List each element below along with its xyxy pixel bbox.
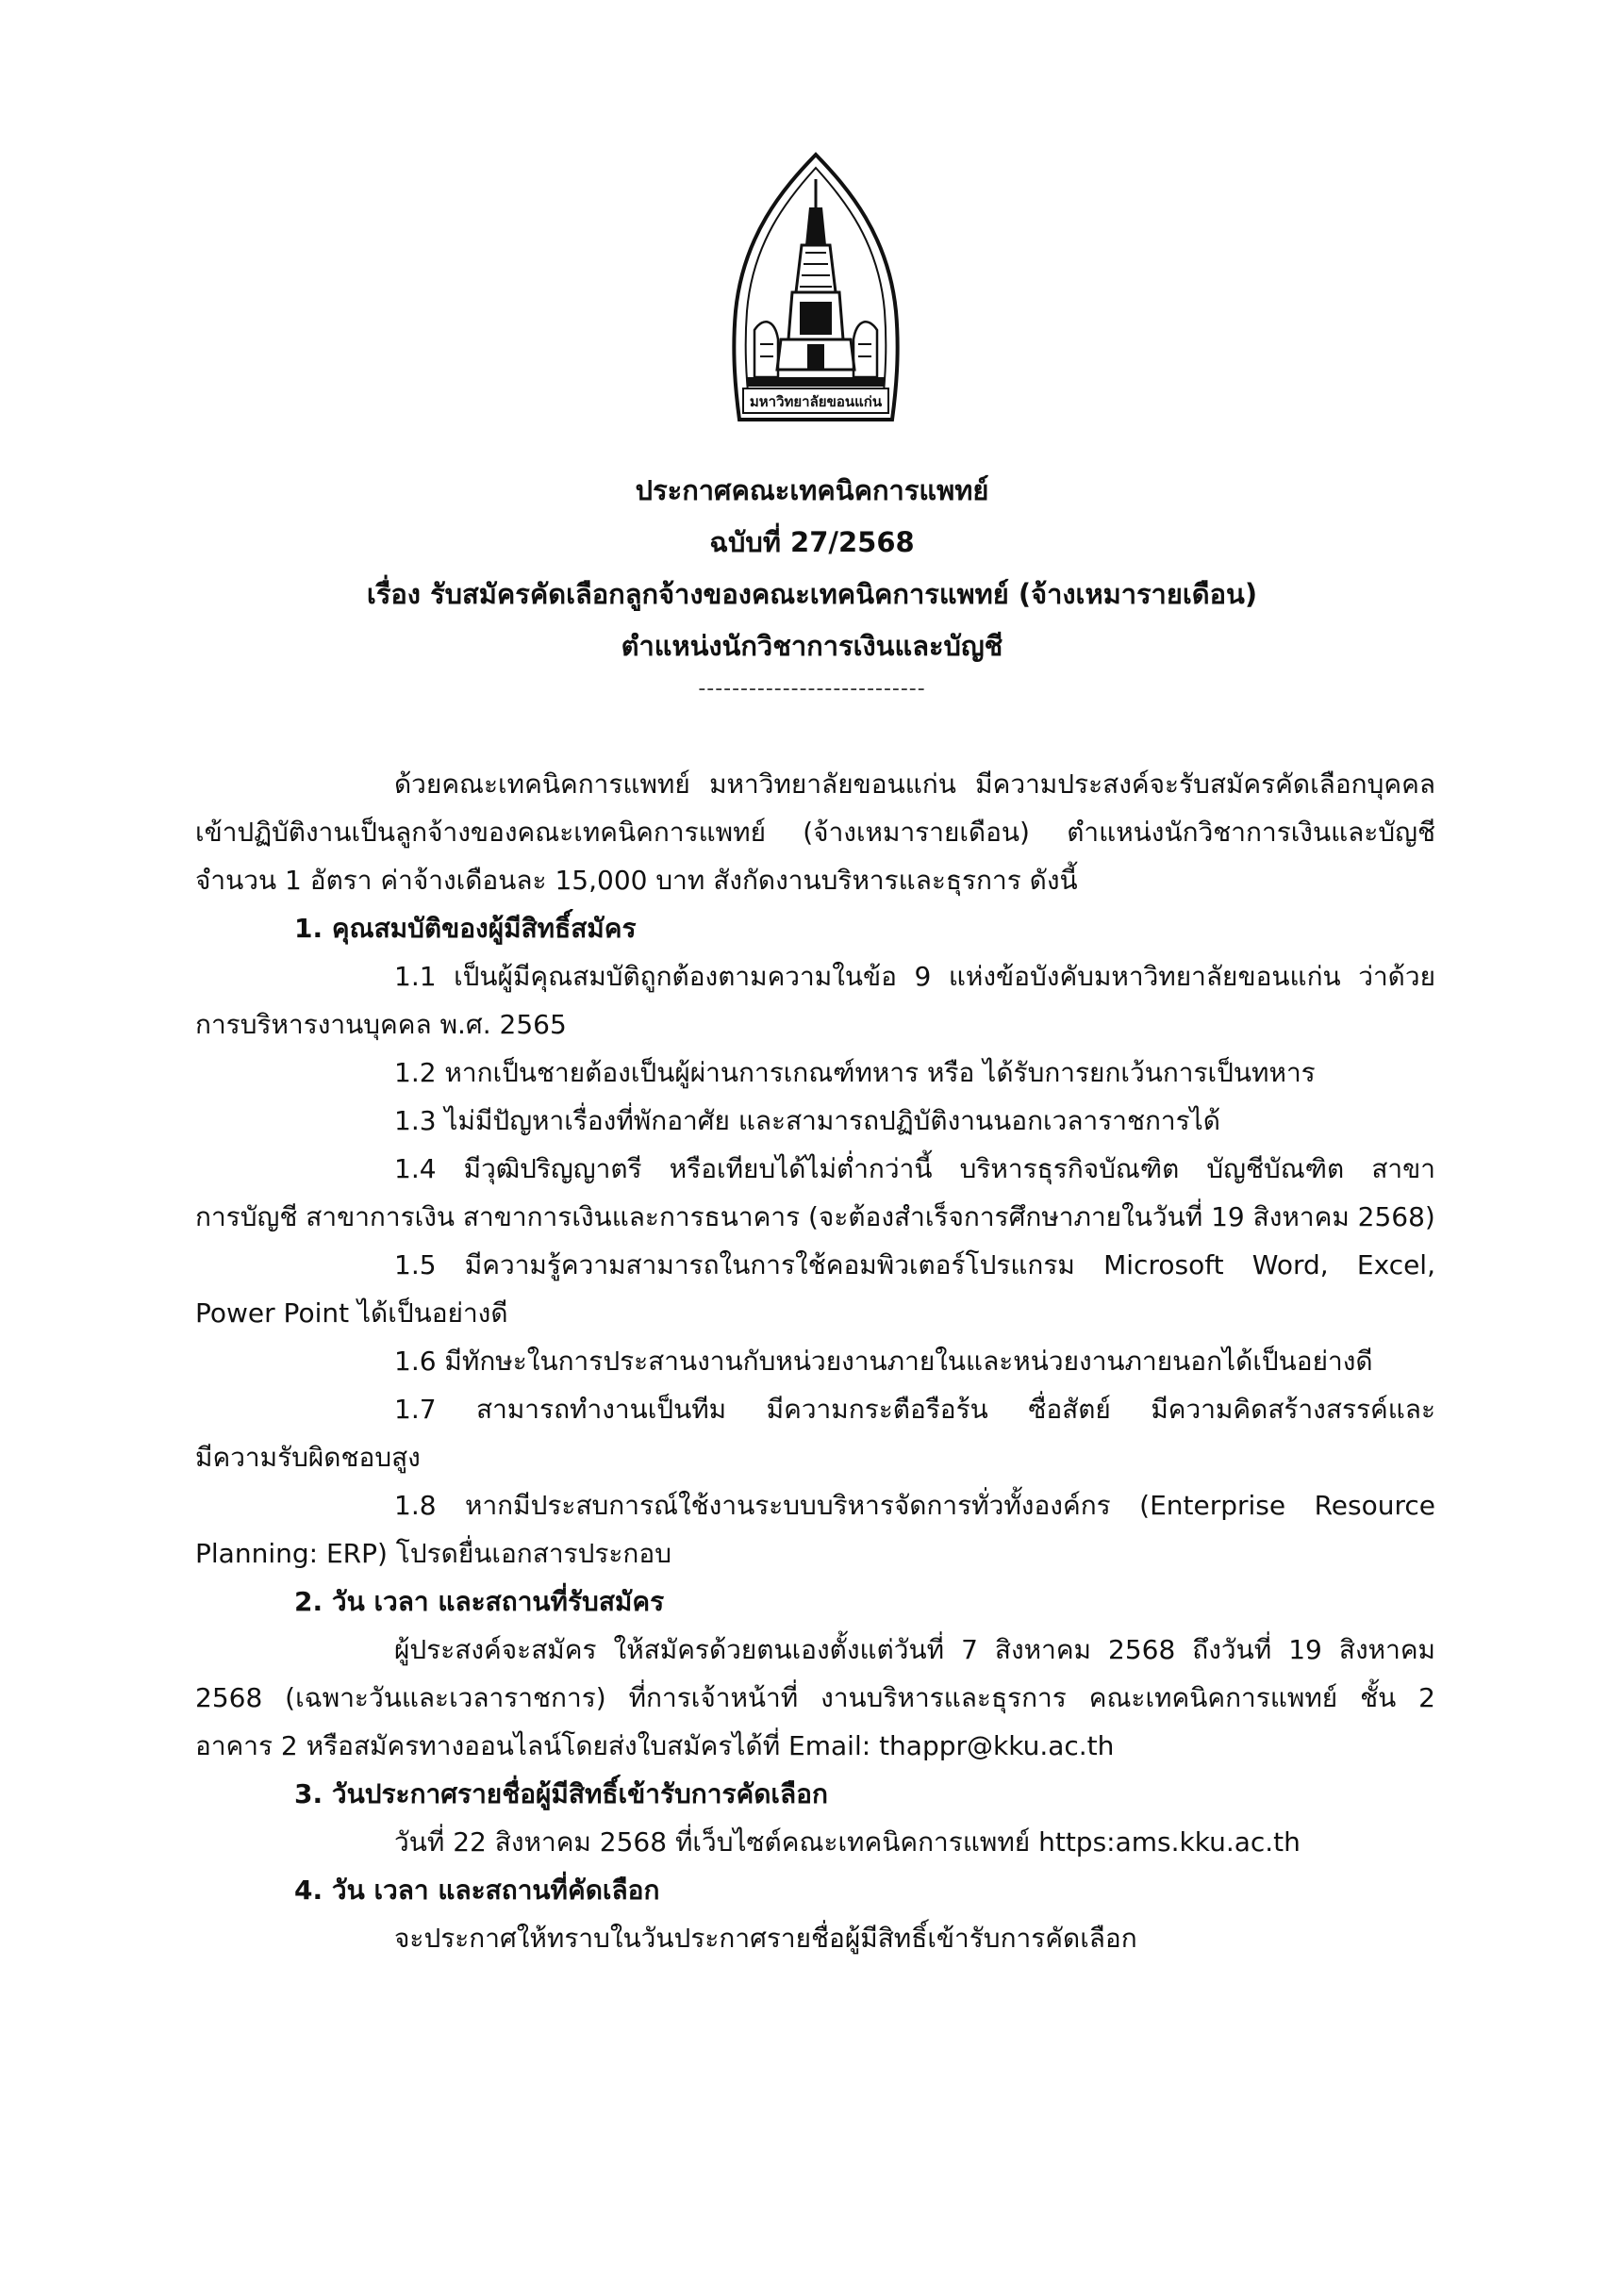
section-2-line-1: ผู้ประสงค์จะสมัคร ให้สมัครด้วยตนเองตั้งแต่วันที่ 7 สิงหาคม 2568 ถึงวันที่ 19 สิงหาคม [394, 1634, 1435, 1665]
announcement-title: ประกาศคณะเทคนิคการแพทย์ [635, 474, 989, 506]
item-1-8-line-2: Planning: ERP) โปรดยื่นเอกสารประกอบ [195, 1538, 671, 1569]
item-1-1-line-1: 1.1 เป็นผู้มีคุณสมบัติถูกต้องตามความในข้อ 9 แห่งข้อบังคับมหาวิทยาลัยขอนแก่น ว่าด้วย [394, 961, 1435, 992]
section-1-title: 1. คุณสมบัติของผู้มีสิทธิ์สมัคร [294, 913, 637, 944]
item-1-5-line-1: 1.5 มีความรู้ความสามารถในการใช้คอมพิวเตอร์โปรแกรม Microsoft Word, Excel, [394, 1249, 1435, 1280]
section-3-title: 3. วันประกาศรายชื่อผู้มีสิทธิ์เข้ารับการคัดเลือก [294, 1778, 828, 1809]
intro-line-3: จำนวน 1 อัตรา ค่าจ้างเดือนละ 15,000 บาท สังกัดงานบริหารและธุรการ ดังนี้ [195, 865, 1078, 896]
university-seal-icon [726, 151, 905, 434]
item-1-8-line-1: 1.8 หากมีประสบการณ์ใช้งานระบบบริหารจัดการทั่วทั้งองค์กร (Enterprise Resource [394, 1490, 1435, 1521]
item-1-6: 1.6 มีทักษะในการประสานงานกับหน่วยงานภายในและหน่วยงานภายนอกได้เป็นอย่างดี [394, 1346, 1373, 1377]
item-1-7-line-2: มีความรับผิดชอบสูง [195, 1442, 421, 1473]
divider: --------------------------- [698, 677, 926, 701]
section-2-line-2: 2568 (เฉพาะวันและเวลาราชการ) ที่การเจ้าหน้าที่ งานบริหารและธุรการ คณะเทคนิคการแพทย์ ชั้น 2 [195, 1682, 1435, 1713]
item-1-1-line-2: การบริหารงานบุคคล พ.ศ. 2565 [195, 1009, 567, 1040]
intro-line-2: เข้าปฏิบัติงานเป็นลูกจ้างของคณะเทคนิคการแพทย์ (จ้างเหมารายเดือน) ตำแหน่งนักวิชาการเงินและบัญชี [195, 817, 1435, 848]
section-2-title: 2. วัน เวลา และสถานที่รับสมัคร [294, 1586, 665, 1617]
item-1-3: 1.3 ไม่มีปัญหาเรื่องที่พักอาศัย และสามารถปฏิบัติงานนอกเวลาราชการได้ [394, 1105, 1220, 1136]
intro-line-1: ด้วยคณะเทคนิคการแพทย์ มหาวิทยาลัยขอนแก่น มีความประสงค์จะรับสมัครคัดเลือกบุคคล [394, 768, 1435, 800]
announcement-number: ฉบับที่ 27/2568 [709, 526, 915, 558]
seal-caption: มหาวิทยาลัยขอนแก่น [749, 393, 883, 410]
item-1-2: 1.2 หากเป็นชายต้องเป็นผู้ผ่านการเกณฑ์ทหาร หรือ ได้รับการยกเว้นการเป็นทหาร [394, 1057, 1316, 1088]
item-1-4-line-1: 1.4 มีวุฒิปริญญาตรี หรือเทียบได้ไม่ต่ำกว่านี้ บริหารธุรกิจบัณฑิต บัญชีบัณฑิต สาขา [394, 1153, 1435, 1184]
announcement-subject: เรื่อง รับสมัครคัดเลือกลูกจ้างของคณะเทคนิคการแพทย์ (จ้างเหมารายเดือน) [366, 578, 1258, 610]
section-4-title: 4. วัน เวลา และสถานที่คัดเลือก [294, 1875, 660, 1906]
section-4-line-1: จะประกาศให้ทราบในวันประกาศรายชื่อผู้มีสิทธิ์เข้ารับการคัดเลือก [394, 1923, 1137, 1954]
item-1-7-line-1: 1.7 สามารถทำงานเป็นทีม มีความกระตือรือร้น ซื่อสัตย์ มีความคิดสร้างสรรค์และ [394, 1394, 1435, 1425]
section-2-line-3: อาคาร 2 หรือสมัครทางออนไลน์โดยส่งใบสมัครได้ที่ Email: thappr@kku.ac.th [195, 1730, 1115, 1761]
section-3-line-1: วันที่ 22 สิงหาคม 2568 ที่เว็บไซต์คณะเทคนิคการแพทย์ https:ams.kku.ac.th [394, 1826, 1301, 1858]
announcement-position: ตำแหน่งนักวิชาการเงินและบัญชี [621, 630, 1003, 662]
item-1-4-line-2: การบัญชี สาขาการเงิน สาขาการเงินและการธนาคาร (จะต้องสำเร็จการศึกษาภายในวันที่ 19 สิงหาคม 2568) [195, 1201, 1435, 1232]
item-1-5-line-2: Power Point ได้เป็นอย่างดี [195, 1297, 508, 1329]
